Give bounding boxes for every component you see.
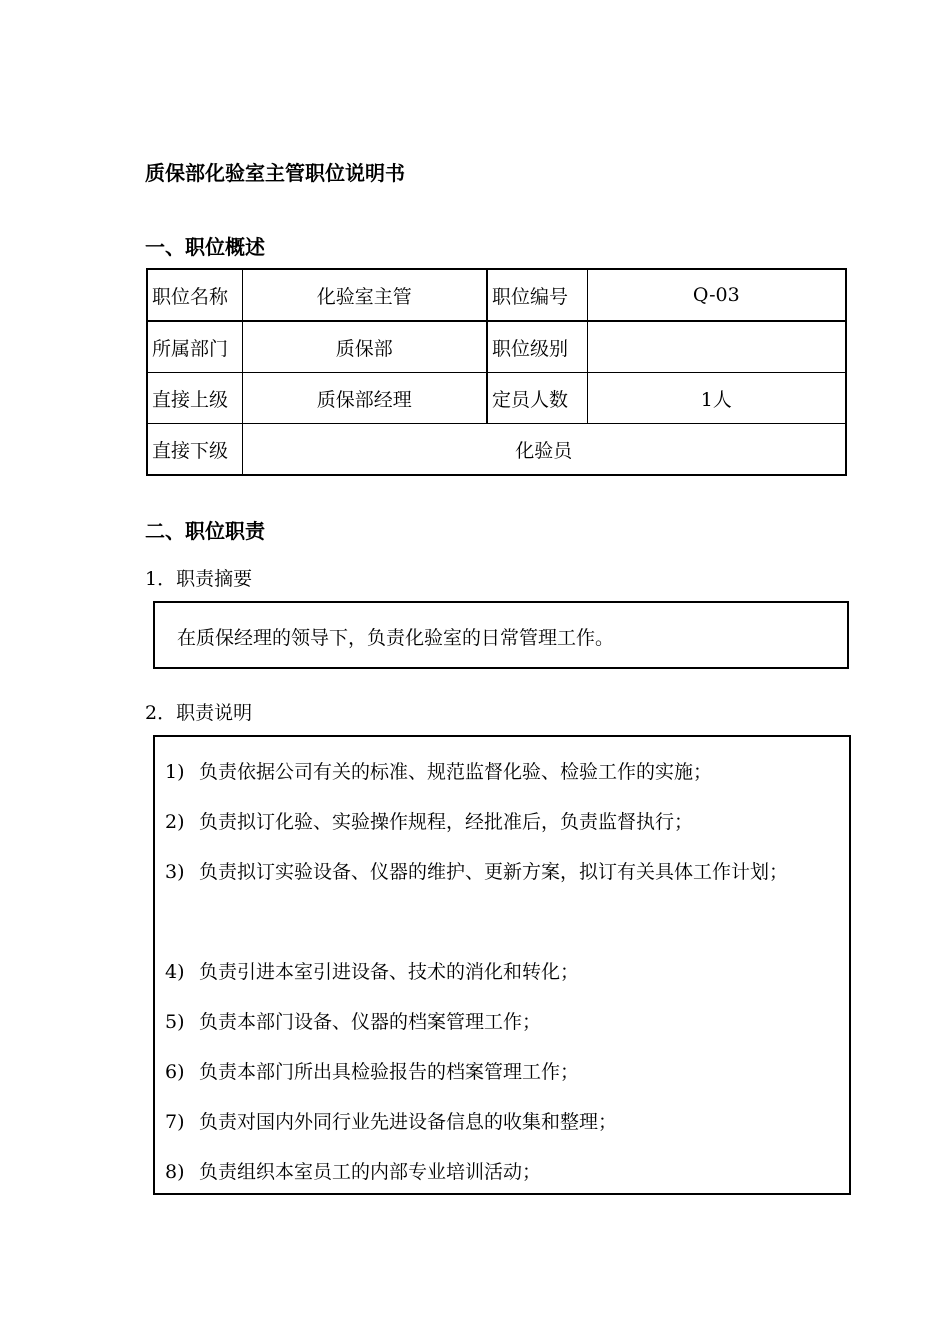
value-direct-superior: 质保部经理 <box>242 373 487 424</box>
duty-text: 负责拟订化验、实验操作规程，经批准后，负责监督执行； <box>199 811 694 833</box>
table-row <box>147 321 846 373</box>
label-direct-superior: 直接上级 <box>147 373 242 424</box>
section-heading-duties: 二、职位职责 <box>145 519 265 543</box>
duty-text: 负责拟订实验设备、仪器的维护、更新方案，拟订有关具体工作计划； <box>199 861 789 883</box>
subheading-duty-description: 2．职责说明 <box>145 702 253 724</box>
duty-number: 7) <box>165 1111 185 1133</box>
value-position-name: 化验室主管 <box>242 269 487 321</box>
duty-text: 负责引进本室引进设备、技术的消化和转化； <box>199 961 580 983</box>
duty-number: 5) <box>165 1011 185 1033</box>
list-item <box>165 1047 845 1097</box>
duty-text: 负责本部门设备、仪器的档案管理工作； <box>199 1011 542 1033</box>
summary-box <box>153 601 849 669</box>
duty-text: 负责组织本室员工的内部专业培训活动； <box>199 1161 542 1183</box>
duty-text: 负责本部门所出具检验报告的档案管理工作； <box>199 1061 580 1083</box>
list-item <box>165 847 845 897</box>
label-headcount: 定员人数 <box>487 373 587 424</box>
label-direct-subordinate: 直接下级 <box>147 424 242 476</box>
label-position-level: 职位级别 <box>487 321 587 373</box>
subheading-summary: 1．职责摘要 <box>145 568 253 590</box>
duty-text: 负责对国内外同行业先进设备信息的收集和整理； <box>199 1111 618 1133</box>
label-position-code: 职位编号 <box>487 269 587 321</box>
table-row <box>147 424 846 476</box>
value-headcount: 1人 <box>587 373 846 424</box>
summary-text: 在质保经理的领导下，负责化验室的日常管理工作。 <box>177 627 615 649</box>
duty-number: 4) <box>165 961 185 983</box>
duties-box <box>153 735 851 1195</box>
value-direct-subordinate: 化验员 <box>242 424 846 476</box>
table-row <box>147 269 846 321</box>
value-position-level <box>587 321 846 373</box>
document-title: 质保部化验室主管职位说明书 <box>145 161 405 185</box>
table-row <box>147 373 846 424</box>
duty-number: 6) <box>165 1061 185 1083</box>
list-item <box>165 797 845 847</box>
label-position-name: 职位名称 <box>147 269 242 321</box>
list-item <box>165 947 845 997</box>
list-item <box>165 747 845 797</box>
duty-number: 3) <box>165 861 185 883</box>
value-department: 质保部 <box>242 321 487 373</box>
section-heading-overview: 一、职位概述 <box>145 235 265 259</box>
overview-table <box>146 268 847 476</box>
list-item <box>165 1147 845 1197</box>
list-item <box>165 997 845 1047</box>
duty-number: 8) <box>165 1161 185 1183</box>
value-position-code: Q-03 <box>587 269 846 321</box>
label-department: 所属部门 <box>147 321 242 373</box>
duty-number: 1) <box>165 761 185 783</box>
list-item <box>165 1097 845 1147</box>
duty-number: 2) <box>165 811 185 833</box>
duty-text: 负责依据公司有关的标准、规范监督化验、检验工作的实施； <box>199 761 713 783</box>
